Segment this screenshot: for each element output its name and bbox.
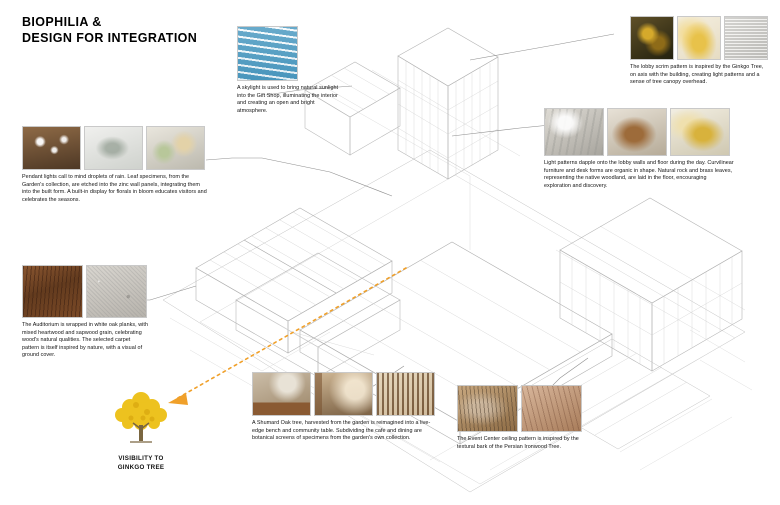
live-edge-bench-photo [252, 372, 311, 416]
callout-skylight [237, 26, 345, 115]
pendant-lights-photo [22, 126, 81, 170]
ginkgo-leaf-photo [677, 16, 721, 60]
ironwood-bark-photo [457, 385, 518, 432]
page-title-line1: BIOPHILIA & [22, 15, 102, 29]
callout-lobby-scrim [630, 16, 770, 87]
ceiling-pattern-photo [521, 385, 582, 432]
callout-pendant-lights-thumbs [22, 126, 208, 170]
callout-skylight-caption: A skylight is used to bring natural sunlight into the Gift Shop, illuminating the interior and creating an open and bright atmosphere. [237, 85, 339, 114]
carpet-pattern-photo [86, 265, 147, 318]
ginkgo-tree-graphic [86, 385, 196, 472]
callout-pendant-lights [22, 126, 208, 204]
ginkgo-tree-label [86, 454, 196, 472]
white-oak-plank-photo [22, 265, 83, 318]
callout-skylight-thumbs [237, 26, 345, 81]
page-title-line2: DESIGN FOR INTEGRATION [22, 31, 198, 45]
botanical-screen-photo [376, 372, 435, 416]
callout-lobby-scrim-caption: The lobby scrim pattern is inspired by the Ginkgo Tree, on axis with the building, creating light patterns and a sense of tree canopy overhead. [630, 64, 764, 86]
callout-event-center-caption: The Event Center ceiling pattern is inspired by the textural bark of the Persian Ironwood Tree. [457, 436, 579, 450]
ginkgo-tree-label-line1: VISIBILITY TO [118, 455, 164, 462]
callout-auditorium-thumbs [22, 265, 148, 318]
callout-event-center [457, 385, 583, 451]
ginkgo-tree-icon [86, 385, 196, 447]
callout-shumard-oak [252, 372, 438, 443]
ginkgo-tree-label-line2: GINKGO TREE [117, 464, 165, 471]
skylight-photo [237, 26, 298, 81]
ginkgo-canopy-photo [630, 16, 674, 60]
callout-shumard-oak-caption: A Shumard Oak tree, harvested from the garden is reimagined into a live-edge bench and community table. Subdividing the cafe and dining are botanical screens of specimens from the garden's own collection. [252, 420, 431, 442]
leaf-etched-panel-photo [84, 126, 143, 170]
callout-light-patterns-caption: Light patterns dapple onto the lobby walls and floor during the day. Curvilinear furniture and desk forms are organic in shape. Natural rock and brass leaves, representing the native woodland, are laid in the floor, encouraging exploration and discovery. [544, 160, 734, 189]
floral-display-photo [146, 126, 205, 170]
organic-desk-photo [607, 108, 667, 156]
callout-auditorium [22, 265, 148, 360]
callout-auditorium-caption: The Auditorium is wrapped in white oak planks, with mixed heartwood and sapwood grain, celebrating wood's natural qualities. The selected carpet pattern is itself inspired by nature, with a visual of ground cover. [22, 322, 148, 359]
dappled-light-photo [544, 108, 604, 156]
callout-lobby-scrim-thumbs [630, 16, 770, 60]
callout-light-patterns-thumbs [544, 108, 734, 156]
callout-shumard-oak-thumbs [252, 372, 438, 416]
callout-pendant-lights-caption: Pendant lights call to mind droplets of rain. Leaf specimens, from the Garden's collection, are etched into the zinc wall panels, integrating them into the built form. A built-in display for florals in bloom educates visitors and celebrates the seasons. [22, 174, 207, 203]
brass-leaf-floor-photo [670, 108, 730, 156]
community-table-photo [314, 372, 373, 416]
callout-light-patterns [544, 108, 734, 190]
lobby-scrim-photo [724, 16, 768, 60]
callout-event-center-thumbs [457, 385, 583, 432]
